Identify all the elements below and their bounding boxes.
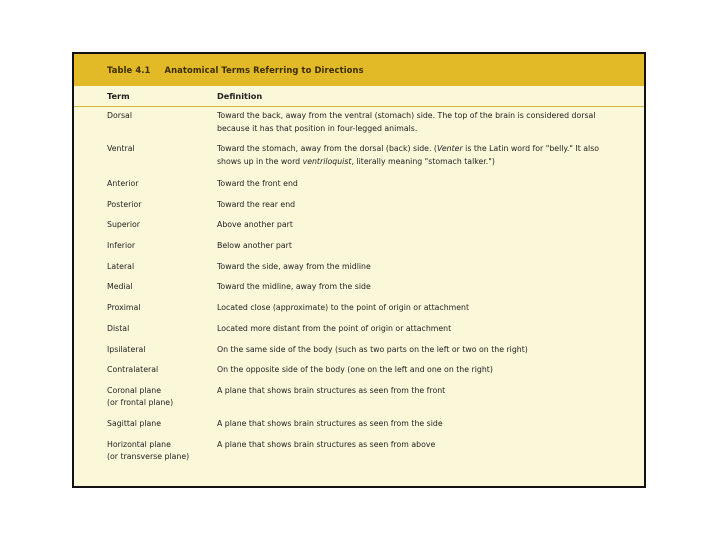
table-row	[74, 178, 644, 191]
term-cell: Horizontal plane (or transverse plane)	[107, 439, 190, 462]
definition-cell: Toward the midline, away from the side	[217, 282, 371, 292]
term-cell: Contralateral	[107, 365, 159, 375]
term-cell: Anterior	[107, 179, 139, 188]
definition-cell: A plane that shows brain structures as seen from the front	[217, 385, 446, 395]
term-cell: Proximal	[107, 303, 141, 313]
table-row	[74, 385, 644, 410]
definition-cell: Above another part	[217, 220, 293, 230]
table-row	[74, 219, 644, 232]
term-cell: Coronal plane (or frontal plane)	[107, 385, 174, 408]
term-cell: Lateral	[107, 261, 135, 271]
definition-cell: Toward the rear end	[217, 199, 296, 209]
header-term: Term	[107, 91, 130, 101]
definition-cell: Toward the front end	[217, 179, 298, 188]
definition-cell: Toward the back, away from the ventral (stomach) side. The top of the brain is considered dorsal because it has that position in four-legged animals.	[217, 111, 596, 133]
table-row	[74, 261, 644, 274]
table-row	[74, 364, 644, 377]
definition-cell	[217, 143, 644, 168]
definition-italic: ventriloquist	[302, 156, 352, 166]
table-title: Anatomical Terms Referring to Directions	[164, 65, 364, 75]
definition-text: Toward the stomach, away from the dorsal (back) side. (	[217, 144, 437, 153]
definition-cell: Located more distant from the point of origin or attachment	[217, 323, 452, 333]
term-cell: Posterior	[107, 199, 142, 209]
definition-cell: A plane that shows brain structures as seen from above	[217, 439, 436, 449]
definition-text: , literally meaning "stomach talker.")	[351, 156, 495, 166]
definition-italic: Venter	[436, 144, 463, 153]
definition-cell: Located close (approximate) to the point of origin or attachment	[217, 303, 470, 313]
table-header-row	[74, 86, 644, 107]
table-row	[74, 143, 644, 168]
table-row	[74, 344, 644, 357]
table-row	[74, 418, 644, 431]
table-title-bar	[74, 54, 644, 86]
term-cell: Medial	[107, 282, 133, 292]
term-cell: Ventral	[107, 144, 135, 153]
table-row	[74, 323, 644, 336]
definition-cell: On the opposite side of the body (one on the left and one on the right)	[217, 365, 493, 375]
table-row	[74, 281, 644, 294]
term-cell: Distal	[107, 323, 130, 333]
definition-cell: A plane that shows brain structures as seen from the side	[217, 418, 443, 428]
table-row	[74, 302, 644, 315]
table-row	[74, 439, 644, 464]
term-cell: Sagittal plane	[107, 418, 162, 428]
definition-cell: Below another part	[217, 241, 292, 251]
term-cell: Superior	[107, 220, 140, 230]
table-row	[74, 110, 644, 135]
definition-text: is the Latin word for "belly." It also shows up in the word	[217, 144, 600, 166]
definition-cell: Toward the side, away from the midline	[217, 261, 371, 271]
table-container	[72, 52, 646, 488]
table-body	[74, 107, 644, 464]
header-definition: Definition	[217, 91, 263, 101]
term-cell: Dorsal	[107, 111, 132, 120]
definition-cell: On the same side of the body (such as two parts on the left or two on the right)	[217, 344, 528, 354]
table-number: Table 4.1	[107, 65, 151, 75]
term-cell: Ipsilateral	[107, 344, 146, 354]
table-row	[74, 199, 644, 212]
table-row	[74, 240, 644, 253]
term-cell: Inferior	[107, 241, 136, 251]
